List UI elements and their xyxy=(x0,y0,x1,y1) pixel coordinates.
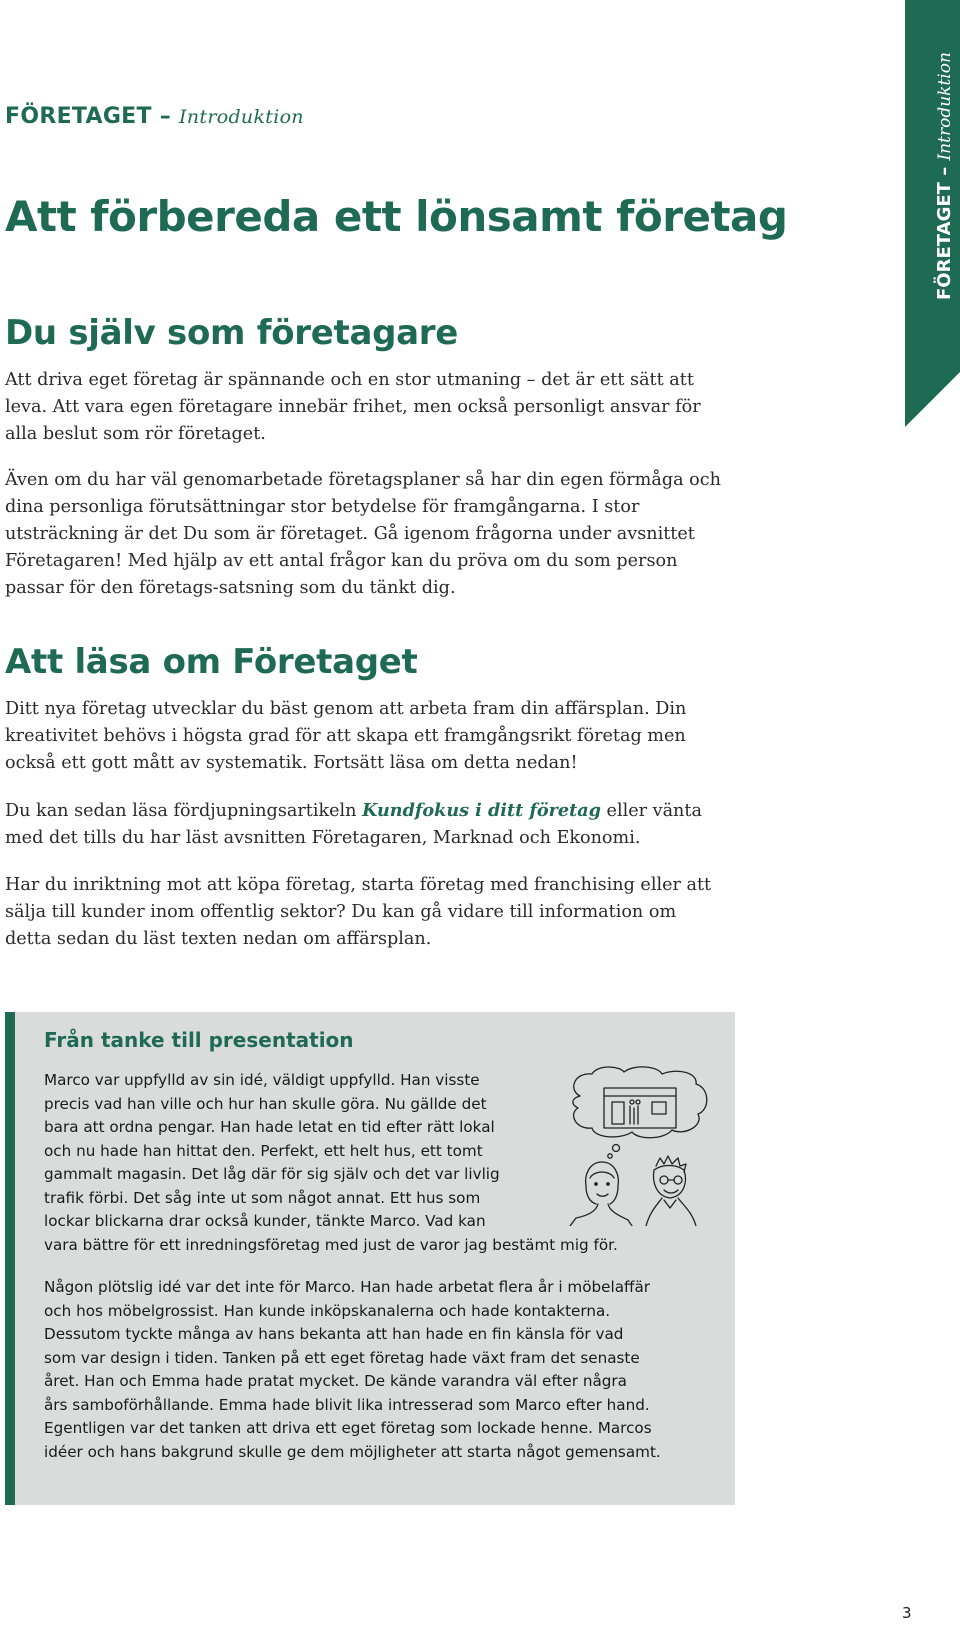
further-reading-after: eller vänta med det tills du har läst avsnitten Företagaren, Marknad och Ekonomi. xyxy=(5,801,702,848)
further-reading-before: Du kan sedan läsa fördjupningsartikeln xyxy=(5,801,363,821)
story-accent-bar xyxy=(5,1012,15,1505)
side-tab-subsection: Introduktion xyxy=(935,52,955,161)
page-number: 3 xyxy=(902,1604,912,1622)
story-paragraph-2 xyxy=(44,1276,661,1464)
story-line: lockar blickarna drar också kunder, tänkte Marco. Vad kan xyxy=(44,1212,486,1230)
story-line: som var design i tiden. Tanken på ett eget företag hade växt fram det senaste xyxy=(44,1348,640,1367)
story-box xyxy=(5,1012,735,1505)
paragraph-business-plan: Ditt nya företag utvecklar du bäst genom att arbeta fram din affärsplan. Din kreativitet behövs i högsta grad för att skapa ett framgångsrikt företag men också ett gott mått av systematik. Fortsätt läsa om detta nedan! xyxy=(5,699,687,773)
section-kicker xyxy=(5,104,304,129)
story-line: gammalt magasin. Det låg där för sig själv och det var livlig xyxy=(44,1165,500,1183)
kicker-dash: – xyxy=(151,104,180,129)
page-title: Att förbereda ett lönsamt företag xyxy=(5,192,788,241)
kicker-section: FÖRETAGET xyxy=(5,104,152,129)
couple-thought-bubble-illustration xyxy=(560,1066,720,1226)
story-line: Marco var uppfylld av sin idé, väldigt uppfylld. Han visste xyxy=(44,1071,480,1089)
story-line: och hos möbelgrossist. Han kunde inköpskanalerna och hade kontakterna. xyxy=(44,1301,611,1320)
story-line: året. Han och Emma hade pratat mycket. De kände varandra väl efter några xyxy=(44,1372,627,1390)
story-line: vara bättre för ett inredningsföretag med just de varor jag bestämt mig för. xyxy=(44,1235,618,1254)
story-line: trafik förbi. Det såg inte ut som något annat. Ett hus som xyxy=(44,1188,481,1207)
side-tab-dash: – xyxy=(934,160,955,183)
story-line: års samboförhållande. Emma hade blivit lika intresserad som Marco efter hand. xyxy=(44,1395,650,1414)
story-line: Egentligen var det tanken att driva ett eget företag som lockade henne. Marcos xyxy=(44,1419,652,1437)
paragraph-further-reading xyxy=(5,797,725,852)
story-line: precis vad han ville och hur han skulle göra. Nu gällde det xyxy=(44,1094,487,1113)
side-tab-label xyxy=(934,52,955,300)
paragraph-ability: Även om du har väl genomarbetade företagsplaner så har din egen förmåga och dina personliga förutsättningar stor betydelse för framgångarna. I stor utsträckning är det Du som är företaget. Gå igenom frågorna under avsnittet Företagaren! Med hjälp av ett antal frågor kan du pröva om du som person passar för den företags-satsning som du tänkt dig. xyxy=(5,470,721,598)
section-heading-self: Du själv som företagare xyxy=(5,313,458,353)
kicker-subsection: Introduktion xyxy=(179,106,304,128)
side-tab-section: FÖRETAGET xyxy=(934,182,955,300)
story-line: Någon plötslig idé var det inte för Marco. Han hade arbetat flera år i möbelaffär xyxy=(44,1278,651,1296)
story-line: och nu hade han hittat den. Perfekt, ett helt hus, ett tomt xyxy=(44,1141,483,1160)
story-line: idéer och hans bakgrund skulle ge dem möjligheter att starta något gemensamt. xyxy=(44,1442,661,1461)
paragraph-franchising: Har du inriktning mot att köpa företag, starta företag med franchising eller att sälja till kunder inom offentlig sektor? Du kan gå vidare till information om detta sedan du läst texten nedan om affärsplan. xyxy=(5,875,712,949)
story-line: Dessutom tyckte många av hans bekanta att han hade en fin känsla för vad xyxy=(44,1325,624,1343)
story-title: Från tanke till presentation xyxy=(44,1028,354,1052)
section-heading-read: Att läsa om Företaget xyxy=(5,642,418,682)
story-line: bara att ordna pengar. Han hade letat en tid efter rätt lokal xyxy=(44,1118,495,1136)
story-paragraph-1 xyxy=(44,1069,618,1257)
article-link[interactable]: Kundfokus i ditt företag xyxy=(362,800,601,821)
side-tab-text xyxy=(906,0,960,370)
paragraph-intro: Att driva eget företag är spännande och en stor utmaning – det är ett sätt att leva. Att vara egen företagare innebär frihet, men också personligt ansvar för alla beslut som rör företaget. xyxy=(5,370,701,444)
